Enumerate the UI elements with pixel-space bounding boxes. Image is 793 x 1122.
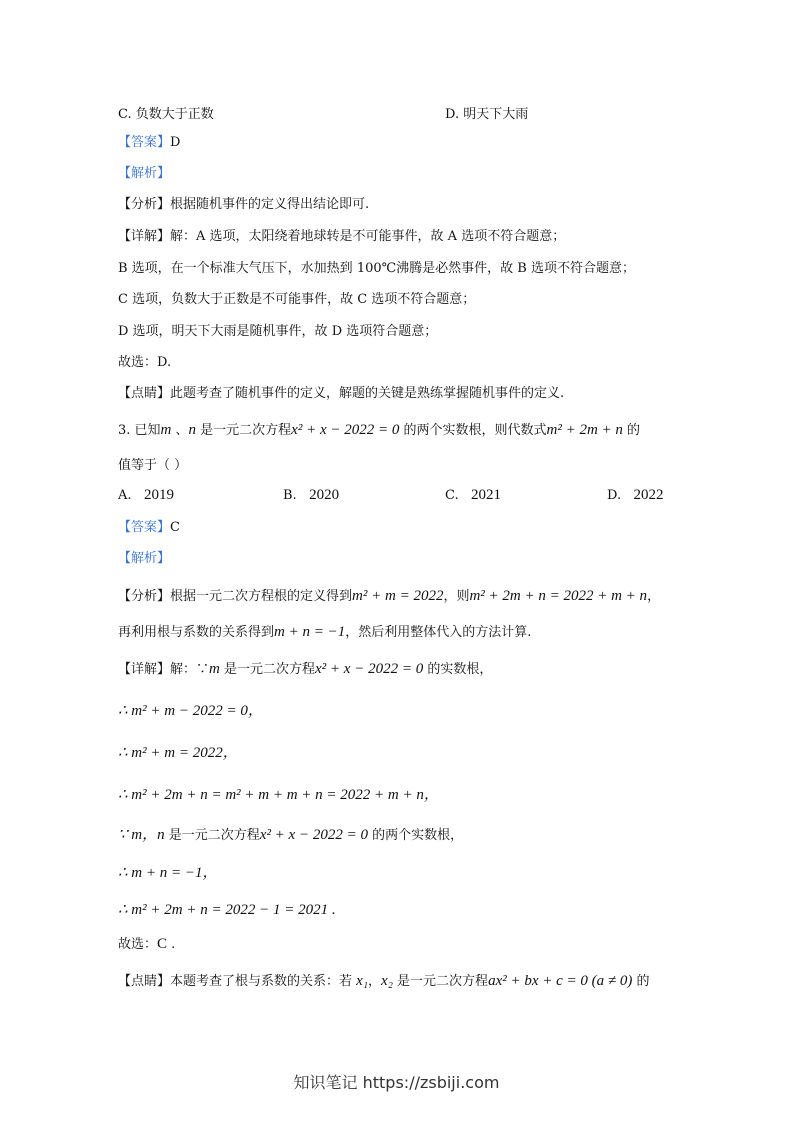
math: m + n = −1: [274, 624, 346, 640]
xiangjie-text: 解：A 选项，太阳绕着地球转是不可能事件，故 A 选项不符合题意；: [170, 229, 566, 244]
option-label: C.: [445, 488, 459, 503]
xiangjie-text: 的实数根，: [423, 662, 493, 677]
fenxi-tag: 【分析】: [118, 197, 171, 212]
option-label: A.: [118, 488, 132, 503]
q3-step-5: ∴ m + n = −1，: [118, 865, 218, 881]
math: x₁: [356, 973, 369, 989]
answer-value: C: [170, 520, 180, 535]
q3-step-6: ∴ m² + 2m + n = 2022 − 1 = 2021 .: [118, 902, 336, 918]
q2-dianjing: [118, 385, 564, 403]
q2-answer: [118, 134, 180, 152]
q3-step-2: ∴ m² + m = 2022，: [118, 745, 238, 761]
q3-fenxi-2: [118, 623, 531, 642]
q2-xiangjie-2: B 选项，在一个标准大气压下，水加热到 100℃沸腾是必然事件，故 B 选项不符合题意；: [118, 261, 635, 276]
q3-num: 3. 已知: [118, 423, 161, 438]
q3-step-3: ∴ m² + 2m + n = m² + m + m + n = 2022 + m + n，: [118, 787, 439, 803]
dianjing-text: 此题考查了随机事件的定义，解题的关键是熟练掌握随机事件的定义.: [170, 386, 565, 401]
q3-jiexi: 【解析】: [118, 551, 171, 566]
option-value: 2021: [471, 487, 502, 503]
math: ∵ m，: [118, 827, 158, 843]
dianjing-text: 是一元二次方程: [392, 974, 489, 989]
fenxi-text: ，: [647, 589, 661, 604]
xuan-text: 故选：: [118, 937, 158, 952]
stem-text-3: 的: [622, 423, 641, 438]
xuan-text: .: [167, 937, 176, 952]
dianjing-text: 本题考查了根与系数的关系：若: [170, 974, 357, 989]
q3-fenxi-1: [118, 587, 660, 606]
q2-fenxi: [118, 196, 369, 214]
option-value: 2020: [309, 487, 340, 503]
q2-option-d: D. 明天下大雨: [445, 107, 529, 122]
q2-xuan: 故选：D.: [118, 355, 172, 370]
q3-step-4: [118, 826, 463, 845]
q3-option-d: [607, 487, 664, 504]
math: x₂: [381, 973, 393, 989]
fenxi-text: 再利用根与系数的关系得到: [118, 625, 275, 640]
q3-xuan: [118, 935, 175, 954]
q2-xiangjie-4: D 选项，明天下大雨是随机事件，故 D 选项符合题意；: [118, 324, 438, 339]
math: m² + m = 2022: [352, 588, 444, 604]
var-n: n: [188, 422, 197, 438]
dianjing-text: 的: [632, 974, 650, 989]
equation: x² + x − 2022 = 0: [291, 422, 400, 438]
q3-answer: [118, 519, 180, 537]
dianjing-tag: 【点睛】: [118, 386, 171, 401]
footer-watermark: 知识笔记 https://zsbiji.com: [293, 1073, 500, 1092]
equation: x² + x − 2022 = 0: [315, 661, 424, 677]
xiangjie-tag: 【详解】: [118, 662, 171, 677]
option-label: B.: [283, 488, 297, 503]
sep: 、: [171, 423, 189, 438]
stem-text-2: 的两个实数根，则代数式: [399, 423, 547, 438]
dianjing-text: ，: [368, 974, 382, 989]
q2-jiexi: 【解析】: [118, 166, 171, 181]
q3-option-b: [283, 487, 339, 504]
step-text: 是一元二次方程: [164, 828, 260, 843]
option-value: 2019: [143, 487, 174, 503]
var-n: n: [157, 827, 165, 843]
equation: ax² + bx + c = 0 (a ≠ 0): [488, 973, 633, 989]
equation: x² + x − 2022 = 0: [259, 827, 368, 843]
fenxi-text: 根据一元二次方程根的定义得到: [170, 589, 353, 604]
step-text: 的两个实数根，: [367, 828, 464, 843]
answer-tag: 【答案】: [118, 135, 171, 150]
q3-step-1: ∴ m² + m − 2022 = 0，: [118, 703, 263, 719]
dianjing-tag: 【点睛】: [118, 974, 171, 989]
answer-tag: 【答案】: [118, 520, 171, 535]
answer-value: D: [170, 135, 181, 150]
fenxi-text: ，则: [443, 589, 470, 604]
q3-option-c: [445, 487, 501, 504]
q2-option-c: C. 负数大于正数: [118, 107, 214, 122]
var-m: m: [160, 422, 172, 438]
q2-xiangjie-3: C 选项，负数大于正数是不可能事件，故 C 选项不符合题意；: [118, 292, 476, 307]
expression: m² + 2m + n: [546, 422, 623, 438]
math: m² + 2m + n = 2022 + m + n: [469, 588, 648, 604]
xiangjie-tag: 【详解】: [118, 229, 171, 244]
stem-text-1: 是一元二次方程: [196, 423, 292, 438]
option-label: D.: [607, 488, 622, 503]
q3-option-a: [118, 487, 174, 504]
fenxi-text: ，然后利用整体代入的方法计算.: [345, 625, 532, 640]
fenxi-tag: 【分析】: [118, 589, 171, 604]
q3-dianjing: [118, 972, 650, 991]
q3-stem-1: [118, 421, 640, 440]
q3-stem-2: 值等于（ ）: [118, 458, 188, 473]
q3-xiangjie-1: [118, 660, 492, 679]
q2-xiangjie-1: [118, 228, 565, 246]
fenxi-text: 根据随机事件的定义得出结论即可.: [170, 197, 370, 212]
xuan-answer: C: [157, 936, 168, 952]
xiangjie-text: 解：∵: [170, 662, 210, 677]
option-value: 2022: [633, 487, 664, 503]
var-m: m: [209, 661, 220, 677]
xiangjie-text: 是一元二次方程: [219, 662, 316, 677]
